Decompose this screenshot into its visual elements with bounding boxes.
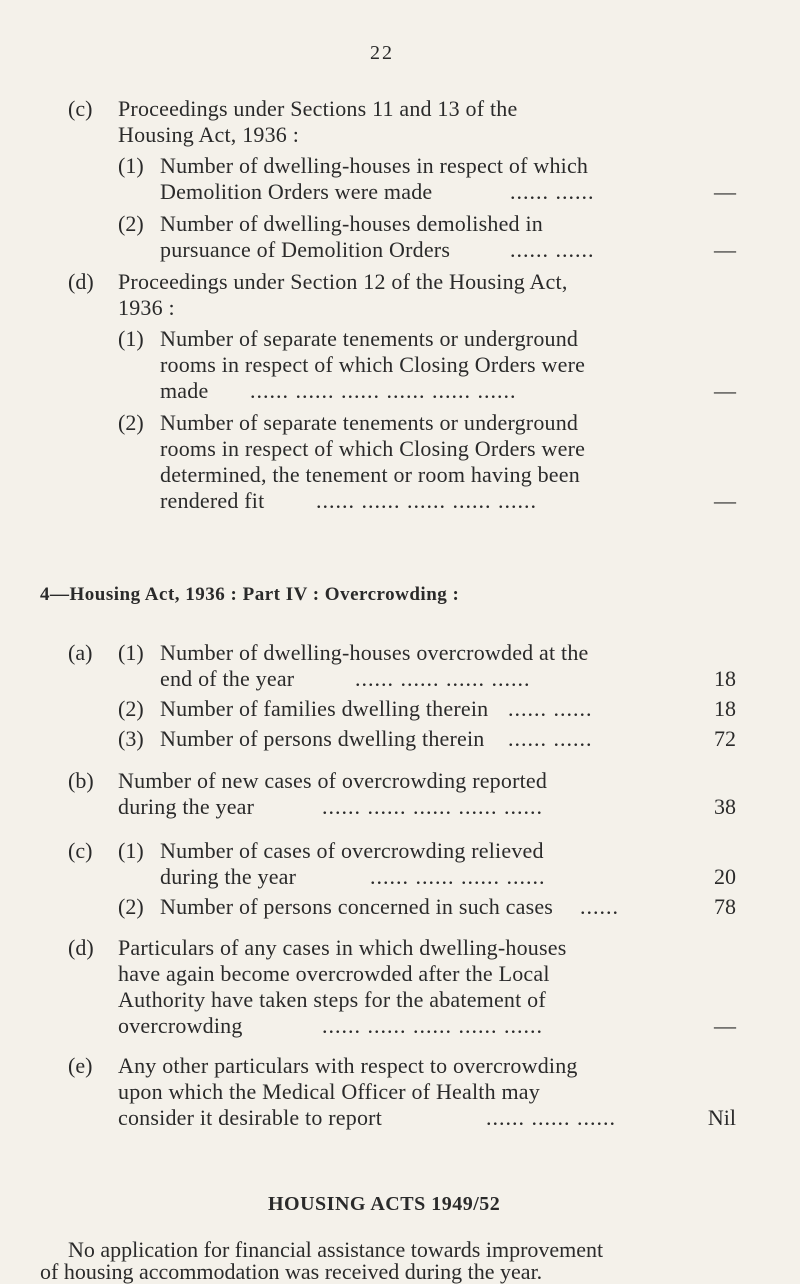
leader-dots: ...... ...... ...... ...... — [355, 666, 531, 691]
section-d-item1-line3: made — [160, 378, 209, 403]
section-d-title-line2: 1936 : — [118, 295, 175, 320]
section-4b-label: (b) — [68, 768, 94, 793]
section-4c-item1-num: (1) — [118, 838, 144, 863]
section-d-item2-line4: rendered fit — [160, 488, 265, 513]
section-4d-label: (d) — [68, 935, 94, 960]
section-4a-item3-value: 72 — [714, 726, 736, 751]
leader-dots: ...... ...... — [510, 237, 595, 262]
section-d-item2-line3: determined, the tenement or room having been — [160, 462, 580, 487]
section-c-item1-value: — — [714, 179, 736, 204]
section-4c-item2-line1: Number of persons concerned in such cases — [160, 894, 554, 919]
leader-dots: ...... ...... — [508, 696, 593, 721]
section-d-item2-value: — — [714, 488, 736, 513]
section-d-title-line1: Proceedings under Section 12 of the Housing Act, — [118, 269, 568, 294]
section-4a-item1-num: (1) — [118, 640, 144, 665]
housing-acts-heading: HOUSING ACTS 1949/52 — [268, 1193, 501, 1215]
section-c-item1-line2: Demolition Orders were made — [160, 179, 433, 204]
section-4a-item2-line1: Number of families dwelling therein — [160, 696, 489, 721]
section-4b-value: 38 — [714, 794, 736, 819]
section-4a-label: (a) — [68, 640, 93, 665]
leader-dots: ...... ...... ...... ...... ...... ...... — [250, 378, 517, 403]
section-4-heading: 4—Housing Act, 1936 : Part IV : Overcrowding : — [40, 584, 460, 605]
section-c-item2-line2: pursuance of Demolition Orders — [160, 237, 451, 262]
section-c-title-line2: Housing Act, 1936 : — [118, 122, 300, 147]
leader-dots: ...... ...... ...... — [486, 1105, 616, 1130]
section-4b-line2: during the year — [118, 794, 255, 819]
section-c-title-line1: Proceedings under Sections 11 and 13 of the — [118, 96, 518, 121]
section-d-item1-line1: Number of separate tenements or underground — [160, 326, 579, 351]
section-4c-label: (c) — [68, 838, 93, 863]
housing-acts-paragraph-line1: No application for financial assistance towards improvement — [68, 1237, 604, 1262]
section-d-item1-line2: rooms in respect of which Closing Orders were — [160, 352, 586, 377]
section-4d-value: — — [714, 1013, 736, 1038]
section-4c-item1-value: 20 — [714, 864, 736, 889]
housing-acts-paragraph-line2: of housing accommodation was received during the year. — [40, 1259, 543, 1284]
leader-dots: ...... ...... ...... ...... ...... — [316, 488, 537, 513]
section-4a-item3-line1: Number of persons dwelling therein — [160, 726, 485, 751]
section-4a-item1-value: 18 — [714, 666, 736, 691]
section-4e-line1: Any other particulars with respect to overcrowding — [118, 1053, 578, 1078]
leader-dots: ...... ...... ...... ...... — [370, 864, 546, 889]
section-4d-line2: have again become overcrowded after the Local — [118, 961, 550, 986]
section-d-item2-line1: Number of separate tenements or underground — [160, 410, 579, 435]
section-c-item2-line1: Number of dwelling-houses demolished in — [160, 211, 543, 236]
section-4b-line1: Number of new cases of overcrowding reported — [118, 768, 548, 793]
section-4c-item1-line1: Number of cases of overcrowding relieved — [160, 838, 544, 863]
section-4a-item3-num: (3) — [118, 726, 144, 751]
section-4a-item2-value: 18 — [714, 696, 736, 721]
section-4a-item1-line1: Number of dwelling-houses overcrowded at the — [160, 640, 589, 665]
section-d-label: (d) — [68, 269, 94, 294]
leader-dots: ...... ...... — [508, 726, 593, 751]
section-4e-label: (e) — [68, 1053, 93, 1078]
section-c-item1-line1: Number of dwelling-houses in respect of which — [160, 153, 589, 178]
section-4d-line1: Particulars of any cases in which dwelling-houses — [118, 935, 567, 960]
section-4a-item1-line2: end of the year — [160, 666, 295, 691]
section-c-item2-value: — — [714, 237, 736, 262]
section-d-item1-num: (1) — [118, 326, 144, 351]
leader-dots: ...... ...... ...... ...... ...... — [322, 794, 543, 819]
section-4c-item2-value: 78 — [714, 894, 736, 919]
section-4a-item2-num: (2) — [118, 696, 144, 721]
section-c-item2-num: (2) — [118, 211, 144, 236]
section-4c-item2-num: (2) — [118, 894, 144, 919]
leader-dots: ...... ...... — [510, 179, 595, 204]
leader-dots: ...... — [580, 894, 619, 919]
section-c-item1-num: (1) — [118, 153, 144, 178]
section-4c-item1-line2: during the year — [160, 864, 297, 889]
leader-dots: ...... ...... ...... ...... ...... — [322, 1013, 543, 1038]
section-4e-value: Nil — [707, 1105, 736, 1130]
section-d-item2-line2: rooms in respect of which Closing Orders were — [160, 436, 586, 461]
section-4d-line3: Authority have taken steps for the abatement of — [118, 987, 546, 1012]
section-4d-line4: overcrowding — [118, 1013, 243, 1038]
section-d-item1-value: — — [714, 378, 736, 403]
page-number: 22 — [370, 42, 394, 64]
section-c-label: (c) — [68, 96, 93, 121]
section-4e-line2: upon which the Medical Officer of Health may — [118, 1079, 540, 1104]
section-d-item2-num: (2) — [118, 410, 144, 435]
section-4e-line3: consider it desirable to report — [118, 1105, 383, 1130]
